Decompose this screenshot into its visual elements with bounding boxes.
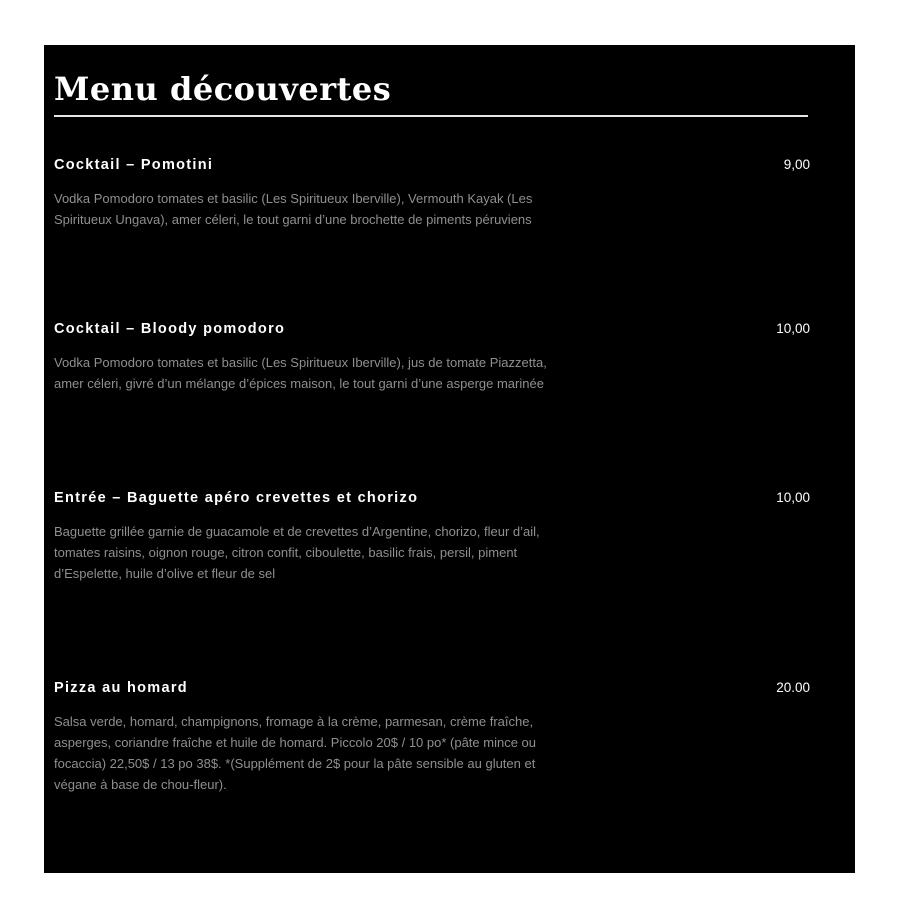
item-name: Entrée – Baguette apéro crevettes et chorizo xyxy=(54,490,419,506)
title-divider xyxy=(54,115,808,117)
menu-item-baguette-apero xyxy=(54,487,810,584)
item-price: 9,00 xyxy=(783,157,810,172)
item-price: 20.00 xyxy=(776,680,810,695)
item-header xyxy=(54,487,810,509)
menu-panel xyxy=(44,45,855,873)
item-name: Pizza au homard xyxy=(54,680,188,696)
menu-title: Menu découvertes xyxy=(54,70,392,108)
item-price: 10,00 xyxy=(776,490,810,505)
item-header xyxy=(54,154,810,176)
item-description: Vodka Pomodoro tomates et basilic (Les Spiritueux Iberville), jus de tomate Piazzetta, amer céleri, givré d’un mélange d’épices maison, le tout garni d’une asperge marinée xyxy=(54,355,547,391)
menu-item-bloody-pomodoro xyxy=(54,318,810,394)
item-description: Baguette grillée garnie de guacamole et de crevettes d’Argentine, chorizo, fleur d’ail, tomates raisins, oignon rouge, citron confit, ciboulette, basilic frais, persil, piment d’Espelette, huile d’olive et fleur de sel xyxy=(54,524,540,581)
item-header xyxy=(54,677,810,699)
item-name: Cocktail – Pomotini xyxy=(54,157,214,173)
item-name: Cocktail – Bloody pomodoro xyxy=(54,321,286,337)
menu-item-pomotini xyxy=(54,154,810,230)
item-description: Vodka Pomodoro tomates et basilic (Les Spiritueux Iberville), Vermouth Kayak (Les Spiritueux Ungava), amer céleri, le tout garni d’une brochette de piments péruviens xyxy=(54,191,533,227)
item-header xyxy=(54,318,810,340)
item-price: 10,00 xyxy=(776,321,810,336)
menu-item-pizza-homard xyxy=(54,677,810,795)
item-description: Salsa verde, homard, champignons, fromage à la crème, parmesan, crème fraîche, asperges, coriandre fraîche et huile de homard. Piccolo 20$ / 10 po* (pâte mince ou focaccia) 22,50$ / 13 po 38$. *(Supplément de 2$ pour la pâte sensible au gluten et végane à base de chou-fleur). xyxy=(54,714,537,792)
